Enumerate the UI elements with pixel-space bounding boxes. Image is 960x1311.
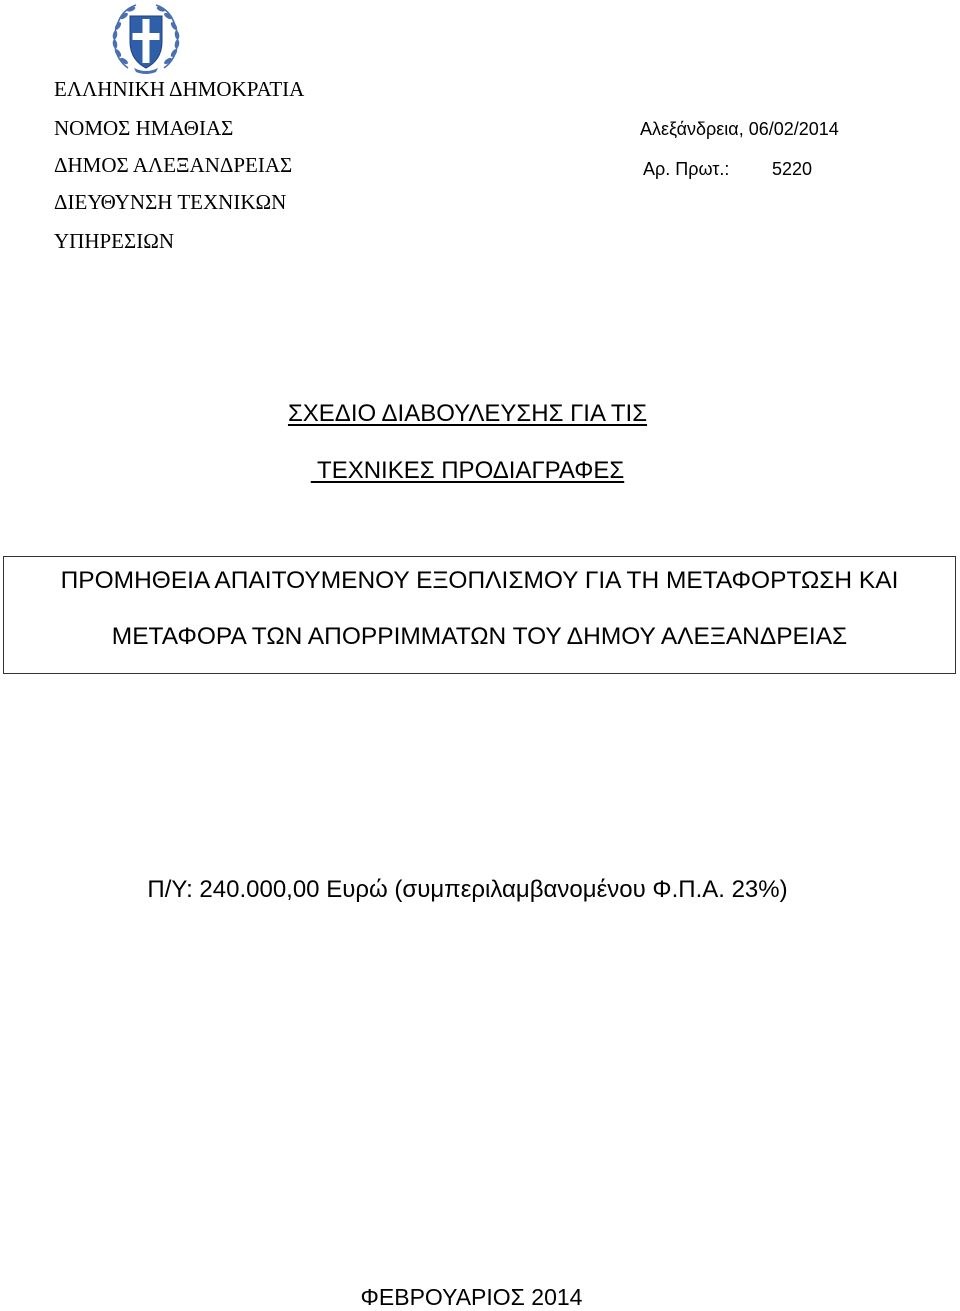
subject-line-2: ΜΕΤΑΦΟΡΑ ΤΩΝ ΑΠΟΡΡΙΜΜΑΤΩΝ ΤΟΥ ΔΗΜΟΥ ΑΛΕΞΑΝΔΡΕΙΑΣ bbox=[111, 623, 848, 650]
issuer-municipality: ΔΗΜΟΣ ΑΛΕΞΑΝΔΡΕΙΑΣ bbox=[54, 153, 293, 177]
issuer-directorate-cont: ΥΠΗΡΕΣΙΩΝ bbox=[54, 229, 174, 253]
issuer-country: ΕΛΛΗΝΙΚΗ ΔΗΜΟΚΡΑΤΙΑ bbox=[54, 77, 305, 101]
document-title-line-1: ΣΧΕΔΙΟ ΔΙΑΒΟΥΛΕΥΣΗΣ ΓΙΑ ΤΙΣ bbox=[287, 400, 648, 427]
budget-line: Π/Υ: 240.000,00 Ευρώ (συμπεριλαμβανομένου Φ.Π.Α. 23%) bbox=[147, 876, 788, 903]
subject-box bbox=[3, 556, 956, 674]
subject-line-1: ΠΡΟΜΗΘΕΙΑ ΑΠΑΙΤΟΥΜΕΝΟΥ ΕΞΟΠΛΙΣΜΟΥ ΓΙΑ ΤΗ ΜΕΤΑΦΟΡΤΩΣΗ ΚΑΙ bbox=[60, 567, 899, 594]
greek-state-emblem-icon bbox=[106, 2, 186, 76]
issuer-directorate: ΔΙΕΥΘΥΝΣΗ ΤΕΧΝΙΚΩΝ bbox=[54, 190, 287, 214]
place-date: Αλεξάνδρεια, 06/02/2014 bbox=[640, 119, 839, 139]
document-title-line-2: ΤΕΧΝΙΚΕΣ ΠΡΟΔΙΑΓΡΑΦΕΣ bbox=[310, 457, 625, 484]
protocol-label: Αρ. Πρωτ.: bbox=[643, 159, 730, 179]
footer-date: ΦΕΒΡΟΥΑΡΙΟΣ 2014 bbox=[360, 1284, 583, 1310]
protocol-number: 5220 bbox=[772, 159, 813, 179]
issuer-prefecture: ΝΟΜΟΣ ΗΜΑΘΙΑΣ bbox=[54, 116, 234, 140]
